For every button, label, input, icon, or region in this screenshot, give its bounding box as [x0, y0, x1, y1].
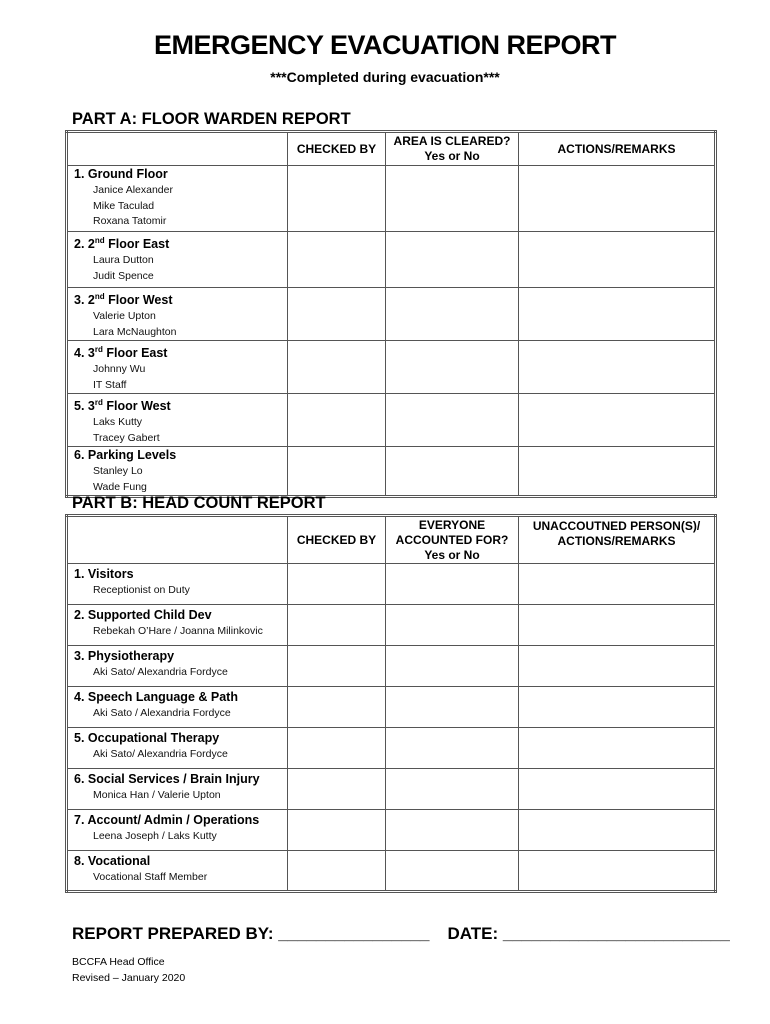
floor-row	[67, 288, 716, 341]
department-title	[68, 689, 287, 706]
department-row	[67, 564, 716, 605]
department-cell	[67, 605, 288, 646]
checked-by-cell[interactable]	[288, 769, 386, 810]
floor-area-cell	[67, 166, 288, 232]
department-cell	[67, 687, 288, 728]
area-cleared-cell[interactable]	[386, 288, 519, 341]
item-number: 3.	[74, 649, 85, 663]
department-contacts: Aki Sato/ Alexandria Fordyce	[93, 666, 228, 678]
department-contacts: Leena Joseph / Laks Kutty	[93, 830, 217, 842]
checked-by-cell[interactable]	[288, 394, 386, 447]
header-everyone-accounted	[386, 516, 519, 564]
department-cell	[67, 851, 288, 892]
header-everyone-line3: Yes or No	[424, 547, 480, 562]
checked-by-cell[interactable]	[288, 288, 386, 341]
floor-label: 3	[87, 399, 95, 414]
floor-label: Ground Floor	[87, 167, 168, 181]
report-signature-line	[72, 924, 730, 944]
floor-row	[67, 341, 716, 394]
item-number: 1.	[74, 167, 85, 181]
actions-remarks-cell[interactable]	[519, 341, 716, 394]
header-area-cleared	[386, 132, 519, 166]
area-cleared-cell[interactable]	[386, 166, 519, 232]
floor-area-cell	[67, 232, 288, 288]
department-row	[67, 646, 716, 687]
department-row	[67, 728, 716, 769]
department-label: Physiotherapy	[87, 649, 175, 663]
area-cleared-cell[interactable]	[386, 447, 519, 497]
checked-by-cell[interactable]	[288, 605, 386, 646]
actions-remarks-cell[interactable]	[519, 232, 716, 288]
department-row	[67, 769, 716, 810]
prepared-by-field[interactable]: REPORT PREPARED BY: ________________	[72, 924, 430, 943]
department-cell	[67, 728, 288, 769]
checked-by-cell[interactable]	[288, 687, 386, 728]
floor-area-cell	[67, 288, 288, 341]
floor-label: 2	[87, 237, 95, 252]
area-cleared-cell[interactable]	[386, 232, 519, 288]
checked-by-cell[interactable]	[288, 564, 386, 605]
warden-name: Mike Taculad	[93, 199, 155, 212]
warden-name: Stanley Lo	[93, 465, 143, 478]
header-unaccounted-line2: ACTIONS/REMARKS	[557, 534, 676, 548]
item-number: 5.	[74, 399, 85, 414]
department-row	[67, 851, 716, 892]
department-title	[68, 607, 287, 624]
everyone-accounted-cell[interactable]	[386, 769, 519, 810]
header-checked-by: CHECKED BY	[288, 516, 386, 564]
department-row	[67, 605, 716, 646]
ordinal-suffix: nd	[94, 236, 105, 245]
department-row	[67, 687, 716, 728]
page-subtitle: ***Completed during evacuation***	[270, 69, 500, 85]
department-contacts: Vocational Staff Member	[93, 871, 208, 883]
department-label: Occupational Therapy	[87, 731, 220, 745]
department-label: Supported Child Dev	[87, 608, 212, 622]
actions-remarks-cell[interactable]	[519, 288, 716, 341]
floor-label-rest: Floor East	[104, 237, 170, 252]
warden-name: IT Staff	[93, 378, 127, 391]
floor-row	[67, 232, 716, 288]
checked-by-cell[interactable]	[288, 447, 386, 497]
floor-label: Parking Levels	[87, 448, 177, 463]
header-unaccounted-line1: UNACCOUTNED PERSON(S)/	[532, 519, 701, 533]
floor-row	[67, 447, 716, 497]
warden-name: Janice Alexander	[93, 184, 173, 196]
area-cleared-cell[interactable]	[386, 341, 519, 394]
unaccounted-remarks-cell[interactable]	[519, 687, 716, 728]
header-dept-blank	[67, 516, 288, 564]
everyone-accounted-cell[interactable]	[386, 687, 519, 728]
department-label: Social Services / Brain Injury	[87, 772, 260, 786]
warden-name: Johnny Wu	[93, 363, 146, 376]
floor-area-title	[68, 447, 287, 464]
department-contacts: Aki Sato/ Alexandria Fordyce	[93, 748, 228, 760]
floor-area-title	[68, 166, 287, 183]
warden-name: Judit Spence	[93, 269, 154, 282]
warden-name: Wade Fung	[93, 480, 147, 493]
ordinal-suffix: nd	[94, 292, 105, 301]
header-area-blank	[67, 132, 288, 166]
floor-row	[67, 166, 716, 232]
department-label: Account/ Admin / Operations	[87, 813, 260, 827]
department-cell	[67, 564, 288, 605]
item-number: 2.	[74, 608, 85, 622]
everyone-accounted-cell[interactable]	[386, 728, 519, 769]
item-number: 2.	[74, 237, 85, 252]
everyone-accounted-cell[interactable]	[386, 851, 519, 892]
item-number: 5.	[74, 731, 85, 745]
item-number: 1.	[74, 567, 85, 581]
item-number: 3.	[74, 293, 85, 308]
checked-by-cell[interactable]	[288, 728, 386, 769]
floor-label-rest: Floor East	[102, 346, 168, 361]
header-checked-by: CHECKED BY	[288, 132, 386, 166]
everyone-accounted-cell[interactable]	[386, 564, 519, 605]
office-name: BCCFA Head Office	[72, 956, 165, 968]
department-contacts: Monica Han / Valerie Upton	[93, 789, 221, 801]
everyone-accounted-cell[interactable]	[386, 646, 519, 687]
unaccounted-remarks-cell[interactable]	[519, 810, 716, 851]
department-contacts: Receptionist on Duty	[93, 584, 190, 596]
floor-area-cell	[67, 394, 288, 447]
floor-area-cell	[67, 447, 288, 497]
actions-remarks-cell[interactable]	[519, 394, 716, 447]
item-number: 6.	[74, 772, 85, 786]
header-area-cleared-line2: Yes or No	[424, 149, 480, 163]
warden-name: Roxana Tatomir	[93, 215, 167, 227]
floor-label: 2	[87, 293, 95, 308]
floor-area-title	[68, 232, 287, 253]
ordinal-suffix: rd	[94, 345, 103, 355]
department-label: Vocational	[87, 854, 151, 868]
floor-area-cell	[67, 341, 288, 394]
revision-note: Revised – January 2020	[72, 972, 186, 984]
actions-remarks-cell[interactable]	[519, 166, 716, 232]
item-number: 8.	[74, 854, 85, 868]
checked-by-cell[interactable]	[288, 851, 386, 892]
ordinal-suffix: rd	[94, 398, 103, 408]
header-area-cleared-line1: AREA IS CLEARED?	[393, 134, 511, 148]
item-number: 4.	[74, 690, 85, 704]
department-title	[68, 730, 287, 747]
floor-label-rest: Floor West	[102, 399, 171, 414]
area-cleared-cell[interactable]	[386, 394, 519, 447]
part-a-heading: PART A: FLOOR WARDEN REPORT	[72, 110, 351, 128]
checked-by-cell[interactable]	[288, 646, 386, 687]
unaccounted-remarks-cell[interactable]	[519, 769, 716, 810]
checked-by-cell[interactable]	[288, 166, 386, 232]
head-count-table	[65, 514, 717, 893]
floor-warden-table	[65, 130, 717, 498]
item-number: 6.	[74, 448, 85, 463]
department-title	[68, 812, 287, 829]
department-contacts: Rebekah O’Hare / Joanna Milinkovic	[93, 625, 263, 637]
warden-name: Valerie Upton	[93, 310, 156, 323]
department-row	[67, 810, 716, 851]
actions-remarks-cell[interactable]	[519, 447, 716, 497]
warden-name: Laura Dutton	[93, 254, 154, 267]
warden-name: Lara McNaughton	[93, 325, 177, 338]
department-label: Visitors	[87, 567, 134, 581]
part-b-heading: PART B: HEAD COUNT REPORT	[72, 494, 326, 512]
item-number: 4.	[74, 346, 85, 361]
checked-by-cell[interactable]	[288, 341, 386, 394]
unaccounted-remarks-cell[interactable]	[519, 851, 716, 892]
checked-by-cell[interactable]	[288, 810, 386, 851]
department-title	[68, 853, 287, 870]
floor-label: 3	[87, 346, 95, 361]
warden-name: Tracey Gabert	[93, 431, 160, 444]
header-everyone-line2: ACCOUNTED FOR?	[395, 532, 509, 547]
warden-name: Laks Kutty	[93, 416, 143, 429]
header-unaccounted	[519, 516, 716, 564]
unaccounted-remarks-cell[interactable]	[519, 728, 716, 769]
date-field[interactable]: DATE: ________________________	[447, 924, 730, 943]
everyone-accounted-cell[interactable]	[386, 810, 519, 851]
department-title	[68, 566, 287, 583]
header-everyone-line1: EVERYONE	[418, 517, 486, 532]
department-cell	[67, 810, 288, 851]
department-cell	[67, 769, 288, 810]
floor-area-title	[68, 288, 287, 309]
header-actions-remarks: ACTIONS/REMARKS	[519, 132, 716, 166]
floor-area-title	[68, 341, 287, 362]
unaccounted-remarks-cell[interactable]	[519, 646, 716, 687]
department-title	[68, 648, 287, 665]
unaccounted-remarks-cell[interactable]	[519, 605, 716, 646]
department-title	[68, 771, 287, 788]
floor-row	[67, 394, 716, 447]
department-label: Speech Language & Path	[87, 690, 238, 704]
department-cell	[67, 646, 288, 687]
floor-area-title	[68, 394, 287, 415]
department-contacts: Aki Sato / Alexandria Fordyce	[93, 707, 231, 719]
floor-label-rest: Floor West	[104, 293, 173, 308]
checked-by-cell[interactable]	[288, 232, 386, 288]
everyone-accounted-cell[interactable]	[386, 605, 519, 646]
item-number: 7.	[74, 813, 85, 827]
page-title: EMERGENCY EVACUATION REPORT	[153, 30, 617, 60]
unaccounted-remarks-cell[interactable]	[519, 564, 716, 605]
